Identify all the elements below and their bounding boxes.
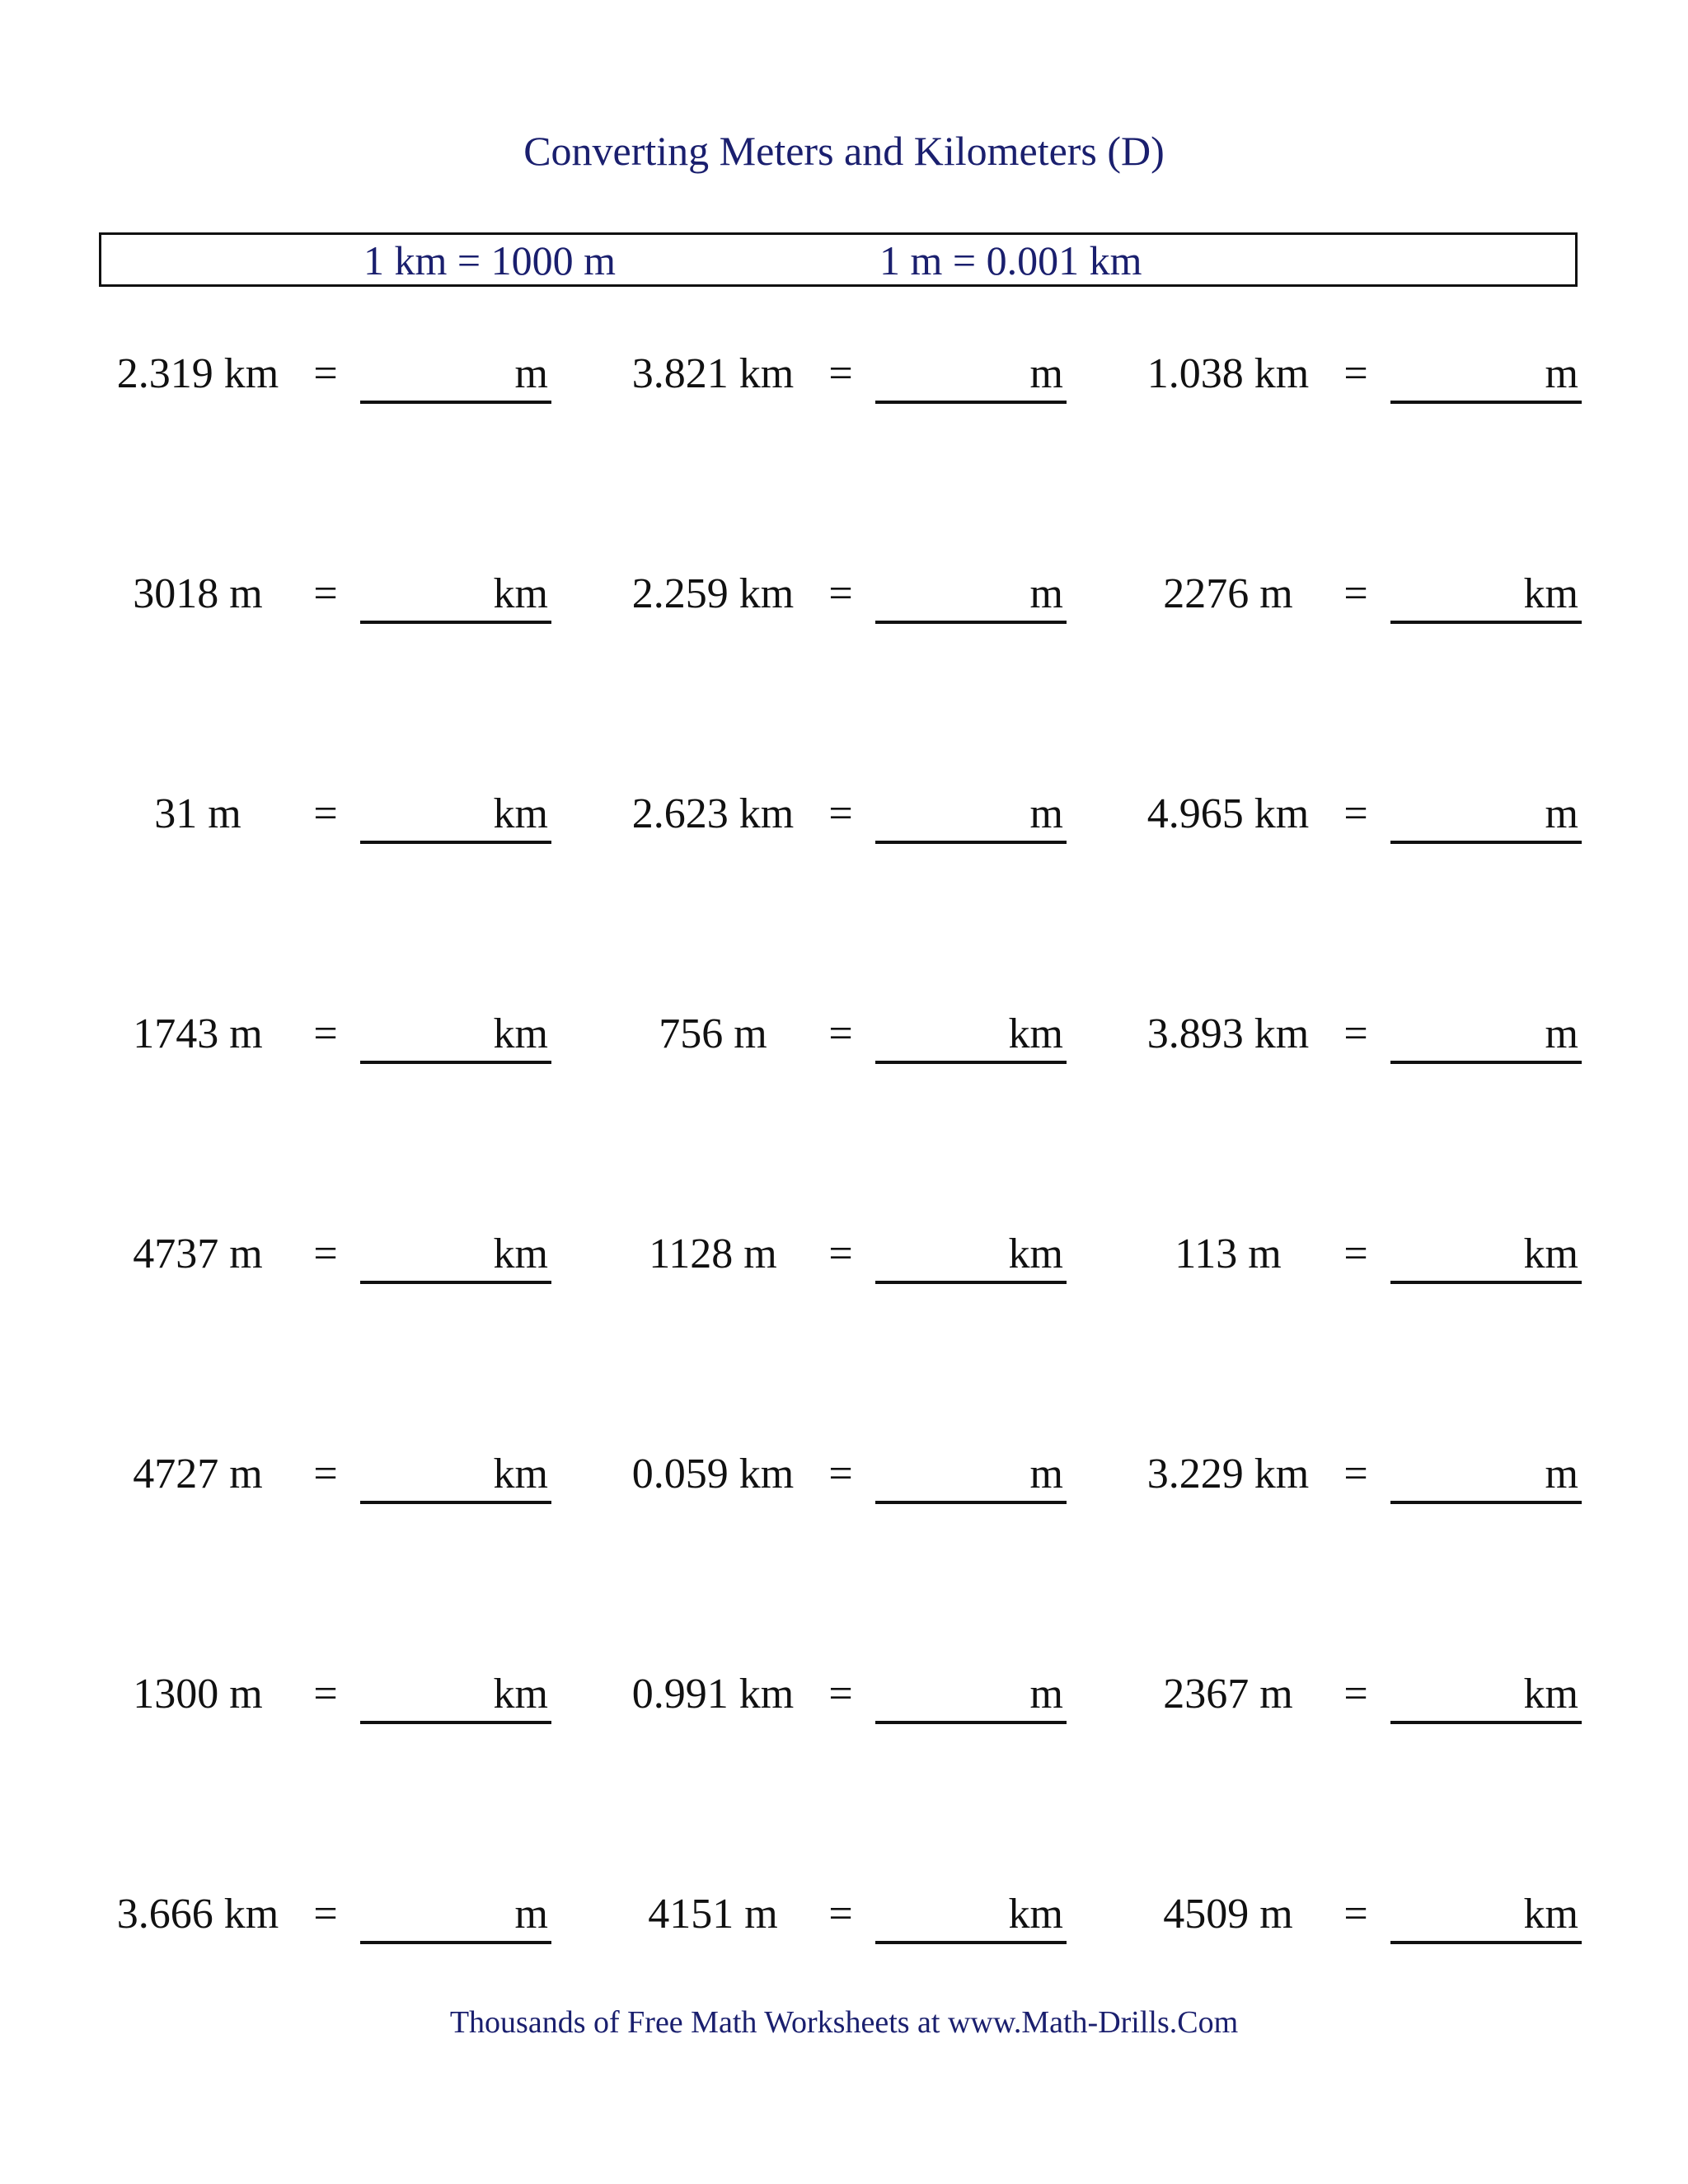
problem (614, 1226, 1076, 1292)
answer-blank[interactable] (360, 786, 551, 844)
problem (1129, 1446, 1591, 1512)
equals-sign: = (1343, 1451, 1368, 1497)
equals-sign: = (313, 350, 338, 397)
conversion-km-to-m: 1 km = 1000 m (363, 237, 616, 284)
answer-unit: m (1029, 1671, 1063, 1718)
answer-blank[interactable] (875, 1886, 1067, 1944)
problem (1129, 566, 1591, 632)
conversion-m-to-km: 1 m = 0.001 km (879, 237, 1142, 284)
given-value: 2.319 km (116, 350, 279, 397)
equals-sign: = (313, 1451, 338, 1497)
problem (99, 1226, 560, 1292)
answer-blank[interactable] (1390, 1886, 1582, 1944)
answer-unit: km (1523, 570, 1578, 617)
equals-sign: = (828, 1891, 853, 1938)
answer-blank[interactable] (875, 346, 1067, 404)
given-value: 4737 m (133, 1230, 263, 1277)
footer-credit: Thousands of Free Math Worksheets at www.Math-Drills.Com (449, 2005, 1239, 2040)
given-value: 3.229 km (1146, 1451, 1310, 1497)
given-value: 756 m (659, 1010, 767, 1057)
equals-sign: = (313, 1671, 338, 1718)
answer-unit: m (1029, 350, 1063, 397)
problem (99, 1446, 560, 1512)
answer-unit: m (1029, 570, 1063, 617)
given-value: 1743 m (133, 1010, 263, 1057)
answer-blank[interactable] (1390, 1006, 1582, 1064)
answer-unit: km (493, 570, 548, 617)
problem (99, 1006, 560, 1072)
given-value: 4509 m (1163, 1891, 1293, 1938)
equals-sign: = (828, 1671, 853, 1718)
equals-sign: = (1343, 1671, 1368, 1718)
answer-blank[interactable] (1390, 1446, 1582, 1504)
answer-unit: m (1545, 1451, 1578, 1497)
problem (99, 1666, 560, 1732)
answer-blank[interactable] (875, 566, 1067, 624)
equals-sign: = (1343, 1891, 1368, 1938)
problem (99, 1886, 560, 1952)
answer-unit: km (493, 1451, 548, 1497)
given-value: 2.623 km (631, 790, 795, 837)
answer-blank[interactable] (360, 1006, 551, 1064)
given-value: 4151 m (648, 1891, 778, 1938)
equals-sign: = (1343, 570, 1368, 617)
problem (614, 346, 1076, 412)
answer-unit: km (1523, 1671, 1578, 1718)
answer-unit: km (1523, 1891, 1578, 1938)
equals-sign: = (828, 1010, 853, 1057)
answer-unit: km (1008, 1230, 1063, 1277)
equals-sign: = (313, 570, 338, 617)
answer-blank[interactable] (1390, 1226, 1582, 1284)
given-value: 4.965 km (1146, 790, 1310, 837)
given-value: 3.666 km (116, 1891, 279, 1938)
answer-unit: km (1008, 1010, 1063, 1057)
equals-sign: = (1343, 1230, 1368, 1277)
answer-blank[interactable] (360, 1666, 551, 1724)
problem (1129, 1666, 1591, 1732)
answer-blank[interactable] (875, 786, 1067, 844)
answer-unit: km (493, 790, 548, 837)
equals-sign: = (313, 790, 338, 837)
problem (99, 346, 560, 412)
equals-sign: = (828, 1451, 853, 1497)
answer-blank[interactable] (1390, 346, 1582, 404)
problem (1129, 1886, 1591, 1952)
answer-blank[interactable] (360, 1446, 551, 1504)
answer-unit: m (1029, 1451, 1063, 1497)
problem (614, 1006, 1076, 1072)
problem (614, 786, 1076, 852)
problem (614, 1666, 1076, 1732)
equals-sign: = (828, 790, 853, 837)
problem (614, 1446, 1076, 1512)
given-value: 2367 m (1163, 1671, 1293, 1718)
problem (99, 566, 560, 632)
answer-unit: km (493, 1230, 548, 1277)
given-value: 1128 m (649, 1230, 777, 1277)
problem (1129, 786, 1591, 852)
answer-blank[interactable] (875, 1446, 1067, 1504)
answer-unit: m (514, 350, 548, 397)
equals-sign: = (313, 1230, 338, 1277)
answer-blank[interactable] (1390, 1666, 1582, 1724)
answer-unit: km (1008, 1891, 1063, 1938)
conversion-reference-box (99, 232, 1578, 287)
answer-unit: m (1545, 1010, 1578, 1057)
answer-unit: m (1545, 790, 1578, 837)
given-value: 1.038 km (1146, 350, 1310, 397)
problem (614, 566, 1076, 632)
answer-blank[interactable] (1390, 786, 1582, 844)
answer-blank[interactable] (360, 566, 551, 624)
answer-blank[interactable] (1390, 566, 1582, 624)
given-value: 4727 m (133, 1451, 263, 1497)
answer-blank[interactable] (875, 1666, 1067, 1724)
given-value: 2.259 km (631, 570, 795, 617)
problem (99, 786, 560, 852)
answer-unit: m (1029, 790, 1063, 837)
given-value: 3018 m (133, 570, 263, 617)
given-value: 0.059 km (631, 1451, 795, 1497)
answer-blank[interactable] (875, 1006, 1067, 1064)
equals-sign: = (313, 1010, 338, 1057)
equals-sign: = (828, 350, 853, 397)
given-value: 2276 m (1163, 570, 1293, 617)
answer-unit: km (1523, 1230, 1578, 1277)
equals-sign: = (313, 1891, 338, 1938)
equals-sign: = (828, 1230, 853, 1277)
answer-unit: km (493, 1010, 548, 1057)
answer-unit: m (514, 1891, 548, 1938)
answer-unit: m (1545, 350, 1578, 397)
given-value: 31 m (154, 790, 241, 837)
given-value: 0.991 km (631, 1671, 795, 1718)
answer-blank[interactable] (360, 346, 551, 404)
problem (1129, 1226, 1591, 1292)
problem (1129, 346, 1591, 412)
equals-sign: = (828, 570, 853, 617)
equals-sign: = (1343, 1010, 1368, 1057)
answer-blank[interactable] (360, 1886, 551, 1944)
given-value: 3.893 km (1146, 1010, 1310, 1057)
given-value: 3.821 km (631, 350, 795, 397)
problem (1129, 1006, 1591, 1072)
page-title: Converting Meters and Kilometers (D) (523, 128, 1165, 174)
answer-blank[interactable] (360, 1226, 551, 1284)
problem (614, 1886, 1076, 1952)
answer-unit: km (493, 1671, 548, 1718)
given-value: 1300 m (133, 1671, 263, 1718)
equals-sign: = (1343, 790, 1368, 837)
equals-sign: = (1343, 350, 1368, 397)
answer-blank[interactable] (875, 1226, 1067, 1284)
given-value: 113 m (1175, 1230, 1282, 1277)
